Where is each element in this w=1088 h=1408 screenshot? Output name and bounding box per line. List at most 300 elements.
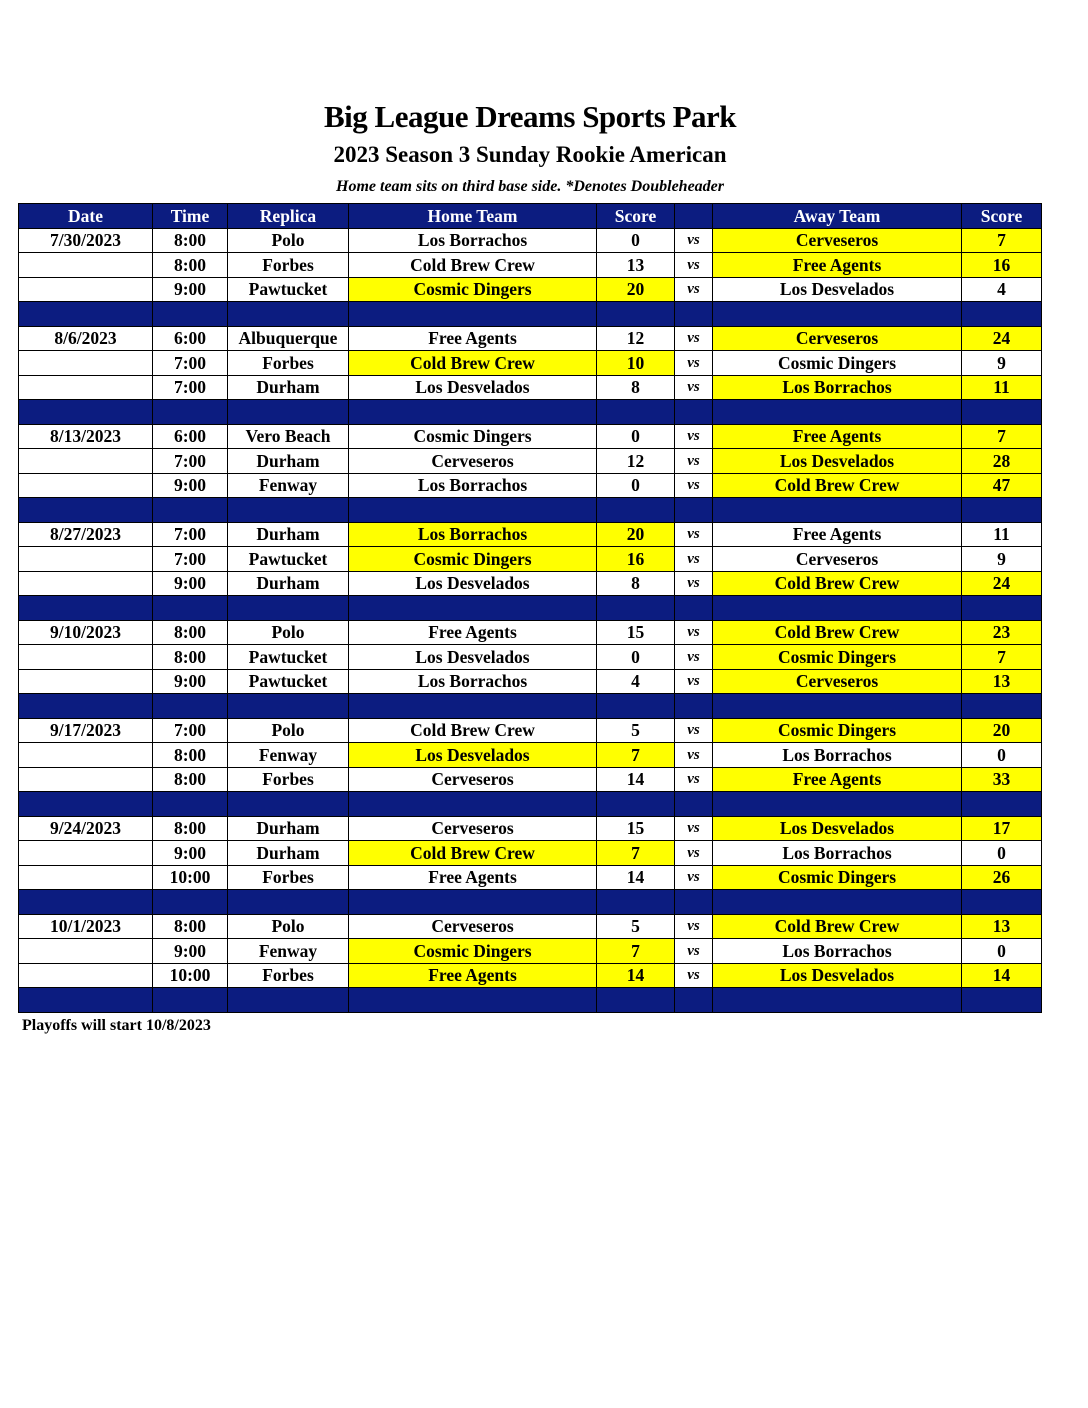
- away-team-cell: Cosmic Dingers: [713, 351, 962, 376]
- separator-cell: [19, 792, 153, 817]
- home-score-cell: 7: [597, 939, 675, 964]
- separator-cell: [962, 596, 1042, 621]
- game-row: [19, 914, 1042, 939]
- home-score-cell: 7: [597, 841, 675, 866]
- away-score-cell: 17: [962, 816, 1042, 841]
- week-separator-row: [19, 792, 1042, 817]
- separator-cell: [19, 694, 153, 719]
- home-team-cell: Los Borrachos: [349, 669, 597, 694]
- separator-cell: [153, 890, 228, 915]
- separator-cell: [713, 792, 962, 817]
- date-cell: [19, 841, 153, 866]
- home-team-cell: Cold Brew Crew: [349, 253, 597, 278]
- col-header-home-score: Score: [597, 204, 675, 229]
- away-score-cell: 7: [962, 228, 1042, 253]
- separator-cell: [713, 596, 962, 621]
- home-score-cell: 8: [597, 571, 675, 596]
- home-team-cell: Los Borrachos: [349, 473, 597, 498]
- away-team-cell: Los Desvelados: [713, 963, 962, 988]
- away-team-cell: Cerveseros: [713, 547, 962, 572]
- home-team-cell: Cold Brew Crew: [349, 718, 597, 743]
- home-score-cell: 12: [597, 326, 675, 351]
- time-cell: 9:00: [153, 841, 228, 866]
- separator-cell: [349, 498, 597, 523]
- home-score-cell: 5: [597, 914, 675, 939]
- date-cell: 10/1/2023: [19, 914, 153, 939]
- vs-cell: vs: [675, 571, 713, 596]
- game-row: [19, 767, 1042, 792]
- replica-cell: Polo: [228, 228, 349, 253]
- away-team-cell: Cerveseros: [713, 669, 962, 694]
- separator-cell: [19, 400, 153, 425]
- away-team-cell: Los Desvelados: [713, 277, 962, 302]
- date-cell: 8/13/2023: [19, 424, 153, 449]
- away-team-cell: Free Agents: [713, 767, 962, 792]
- separator-cell: [19, 302, 153, 327]
- away-score-cell: 0: [962, 939, 1042, 964]
- game-row: [19, 620, 1042, 645]
- away-team-cell: Cold Brew Crew: [713, 473, 962, 498]
- doubleheader-note: Home team sits on third base side. *Denotes Doubleheader: [336, 178, 724, 195]
- home-team-cell: Los Desvelados: [349, 743, 597, 768]
- separator-cell: [597, 302, 675, 327]
- home-team-cell: Cold Brew Crew: [349, 841, 597, 866]
- vs-cell: vs: [675, 228, 713, 253]
- away-team-cell: Cold Brew Crew: [713, 571, 962, 596]
- separator-cell: [713, 988, 962, 1013]
- time-cell: 6:00: [153, 424, 228, 449]
- date-cell: [19, 939, 153, 964]
- away-score-cell: 20: [962, 718, 1042, 743]
- game-row: [19, 351, 1042, 376]
- date-cell: [19, 277, 153, 302]
- home-team-cell: Cerveseros: [349, 449, 597, 474]
- date-cell: 8/27/2023: [19, 522, 153, 547]
- away-team-cell: Cosmic Dingers: [713, 865, 962, 890]
- date-cell: [19, 645, 153, 670]
- time-cell: 8:00: [153, 645, 228, 670]
- time-cell: 8:00: [153, 743, 228, 768]
- home-score-cell: 20: [597, 277, 675, 302]
- game-row: [19, 547, 1042, 572]
- home-score-cell: 0: [597, 645, 675, 670]
- vs-cell: vs: [675, 939, 713, 964]
- separator-cell: [153, 792, 228, 817]
- replica-cell: Fenway: [228, 473, 349, 498]
- time-cell: 9:00: [153, 571, 228, 596]
- separator-cell: [962, 302, 1042, 327]
- vs-cell: vs: [675, 620, 713, 645]
- week-separator-row: [19, 596, 1042, 621]
- replica-cell: Pawtucket: [228, 669, 349, 694]
- away-score-cell: 0: [962, 743, 1042, 768]
- week-separator-row: [19, 694, 1042, 719]
- home-score-cell: 5: [597, 718, 675, 743]
- separator-cell: [228, 596, 349, 621]
- game-row: [19, 473, 1042, 498]
- home-team-cell: Free Agents: [349, 865, 597, 890]
- separator-cell: [962, 890, 1042, 915]
- col-header-away-team: Away Team: [713, 204, 962, 229]
- vs-cell: vs: [675, 718, 713, 743]
- game-row: [19, 375, 1042, 400]
- vs-cell: vs: [675, 547, 713, 572]
- away-team-cell: Free Agents: [713, 424, 962, 449]
- away-team-cell: Los Borrachos: [713, 375, 962, 400]
- game-row: [19, 228, 1042, 253]
- separator-cell: [228, 792, 349, 817]
- vs-cell: vs: [675, 375, 713, 400]
- separator-cell: [713, 694, 962, 719]
- home-team-cell: Cosmic Dingers: [349, 424, 597, 449]
- away-score-cell: 16: [962, 253, 1042, 278]
- date-cell: [19, 743, 153, 768]
- replica-cell: Forbes: [228, 865, 349, 890]
- separator-cell: [153, 988, 228, 1013]
- home-score-cell: 14: [597, 963, 675, 988]
- replica-cell: Durham: [228, 449, 349, 474]
- away-score-cell: 11: [962, 375, 1042, 400]
- separator-cell: [713, 302, 962, 327]
- time-cell: 9:00: [153, 473, 228, 498]
- date-cell: 9/24/2023: [19, 816, 153, 841]
- separator-cell: [153, 694, 228, 719]
- separator-cell: [228, 694, 349, 719]
- replica-cell: Fenway: [228, 743, 349, 768]
- separator-cell: [349, 988, 597, 1013]
- home-score-cell: 14: [597, 767, 675, 792]
- separator-cell: [675, 988, 713, 1013]
- time-cell: 9:00: [153, 669, 228, 694]
- home-score-cell: 0: [597, 473, 675, 498]
- away-score-cell: 0: [962, 841, 1042, 866]
- vs-cell: vs: [675, 645, 713, 670]
- col-header-date: Date: [19, 204, 153, 229]
- away-score-cell: 33: [962, 767, 1042, 792]
- separator-cell: [19, 890, 153, 915]
- vs-cell: vs: [675, 767, 713, 792]
- home-score-cell: 16: [597, 547, 675, 572]
- replica-cell: Durham: [228, 571, 349, 596]
- away-score-cell: 11: [962, 522, 1042, 547]
- game-row: [19, 865, 1042, 890]
- away-score-cell: 24: [962, 326, 1042, 351]
- time-cell: 8:00: [153, 228, 228, 253]
- replica-cell: Forbes: [228, 253, 349, 278]
- game-row: [19, 277, 1042, 302]
- replica-cell: Vero Beach: [228, 424, 349, 449]
- vs-cell: vs: [675, 277, 713, 302]
- replica-cell: Durham: [228, 375, 349, 400]
- time-cell: 8:00: [153, 767, 228, 792]
- away-score-cell: 4: [962, 277, 1042, 302]
- separator-cell: [713, 498, 962, 523]
- date-cell: 9/17/2023: [19, 718, 153, 743]
- separator-cell: [713, 890, 962, 915]
- home-score-cell: 14: [597, 865, 675, 890]
- game-row: [19, 424, 1042, 449]
- game-row: [19, 253, 1042, 278]
- away-team-cell: Los Borrachos: [713, 841, 962, 866]
- away-score-cell: 14: [962, 963, 1042, 988]
- separator-cell: [675, 792, 713, 817]
- replica-cell: Durham: [228, 522, 349, 547]
- time-cell: 10:00: [153, 963, 228, 988]
- date-cell: 8/6/2023: [19, 326, 153, 351]
- away-score-cell: 28: [962, 449, 1042, 474]
- separator-cell: [675, 596, 713, 621]
- home-score-cell: 20: [597, 522, 675, 547]
- home-team-cell: Los Borrachos: [349, 228, 597, 253]
- date-cell: [19, 767, 153, 792]
- away-score-cell: 13: [962, 914, 1042, 939]
- playoffs-note: Playoffs will start 10/8/2023: [22, 1017, 211, 1034]
- vs-cell: vs: [675, 326, 713, 351]
- separator-cell: [597, 988, 675, 1013]
- away-score-cell: 26: [962, 865, 1042, 890]
- replica-cell: Pawtucket: [228, 277, 349, 302]
- time-cell: 7:00: [153, 375, 228, 400]
- away-score-cell: 7: [962, 424, 1042, 449]
- time-cell: 8:00: [153, 816, 228, 841]
- away-team-cell: Los Desvelados: [713, 449, 962, 474]
- home-score-cell: 15: [597, 620, 675, 645]
- separator-cell: [597, 498, 675, 523]
- separator-cell: [713, 400, 962, 425]
- separator-cell: [228, 302, 349, 327]
- date-cell: [19, 473, 153, 498]
- vs-cell: vs: [675, 963, 713, 988]
- game-row: [19, 743, 1042, 768]
- col-header-replica: Replica: [228, 204, 349, 229]
- home-score-cell: 13: [597, 253, 675, 278]
- col-header-vs: [675, 204, 713, 229]
- game-row: [19, 816, 1042, 841]
- separator-cell: [349, 302, 597, 327]
- home-score-cell: 0: [597, 424, 675, 449]
- away-score-cell: 47: [962, 473, 1042, 498]
- replica-cell: Polo: [228, 620, 349, 645]
- vs-cell: vs: [675, 253, 713, 278]
- separator-cell: [597, 400, 675, 425]
- separator-cell: [962, 400, 1042, 425]
- separator-cell: [675, 400, 713, 425]
- game-row: [19, 669, 1042, 694]
- vs-cell: vs: [675, 351, 713, 376]
- home-score-cell: 7: [597, 743, 675, 768]
- separator-cell: [228, 988, 349, 1013]
- home-score-cell: 10: [597, 351, 675, 376]
- home-team-cell: Los Borrachos: [349, 522, 597, 547]
- separator-cell: [228, 498, 349, 523]
- home-team-cell: Cerveseros: [349, 816, 597, 841]
- away-team-cell: Los Borrachos: [713, 743, 962, 768]
- game-row: [19, 718, 1042, 743]
- separator-cell: [19, 596, 153, 621]
- vs-cell: vs: [675, 816, 713, 841]
- date-cell: [19, 865, 153, 890]
- away-score-cell: 23: [962, 620, 1042, 645]
- vs-cell: vs: [675, 743, 713, 768]
- away-team-cell: Cerveseros: [713, 326, 962, 351]
- away-team-cell: Cold Brew Crew: [713, 620, 962, 645]
- separator-cell: [349, 792, 597, 817]
- schedule-table: [18, 203, 1042, 1013]
- replica-cell: Pawtucket: [228, 645, 349, 670]
- home-score-cell: 15: [597, 816, 675, 841]
- separator-cell: [19, 988, 153, 1013]
- home-score-cell: 12: [597, 449, 675, 474]
- date-cell: [19, 351, 153, 376]
- game-row: [19, 522, 1042, 547]
- date-cell: [19, 449, 153, 474]
- time-cell: 8:00: [153, 914, 228, 939]
- time-cell: 8:00: [153, 253, 228, 278]
- away-team-cell: Cosmic Dingers: [713, 645, 962, 670]
- game-row: [19, 571, 1042, 596]
- separator-cell: [962, 694, 1042, 719]
- replica-cell: Polo: [228, 914, 349, 939]
- date-cell: 9/10/2023: [19, 620, 153, 645]
- home-team-cell: Los Desvelados: [349, 571, 597, 596]
- away-team-cell: Free Agents: [713, 522, 962, 547]
- home-score-cell: 4: [597, 669, 675, 694]
- away-team-cell: Free Agents: [713, 253, 962, 278]
- separator-cell: [597, 596, 675, 621]
- date-cell: [19, 253, 153, 278]
- separator-cell: [153, 596, 228, 621]
- home-team-cell: Cerveseros: [349, 767, 597, 792]
- date-cell: [19, 669, 153, 694]
- time-cell: 8:00: [153, 620, 228, 645]
- time-cell: 7:00: [153, 547, 228, 572]
- separator-cell: [597, 694, 675, 719]
- page-subtitle: 2023 Season 3 Sunday Rookie American: [333, 142, 727, 167]
- separator-cell: [349, 694, 597, 719]
- game-row: [19, 449, 1042, 474]
- separator-cell: [597, 792, 675, 817]
- game-row: [19, 939, 1042, 964]
- away-score-cell: 7: [962, 645, 1042, 670]
- vs-cell: vs: [675, 522, 713, 547]
- home-team-cell: Los Desvelados: [349, 375, 597, 400]
- home-score-cell: 8: [597, 375, 675, 400]
- replica-cell: Albuquerque: [228, 326, 349, 351]
- away-score-cell: 9: [962, 547, 1042, 572]
- home-team-cell: Cerveseros: [349, 914, 597, 939]
- col-header-home-team: Home Team: [349, 204, 597, 229]
- time-cell: 9:00: [153, 277, 228, 302]
- separator-cell: [597, 890, 675, 915]
- vs-cell: vs: [675, 449, 713, 474]
- home-team-cell: Los Desvelados: [349, 645, 597, 670]
- separator-cell: [349, 596, 597, 621]
- replica-cell: Pawtucket: [228, 547, 349, 572]
- separator-cell: [962, 498, 1042, 523]
- week-separator-row: [19, 400, 1042, 425]
- week-separator-row: [19, 890, 1042, 915]
- vs-cell: vs: [675, 424, 713, 449]
- time-cell: 7:00: [153, 718, 228, 743]
- time-cell: 9:00: [153, 939, 228, 964]
- separator-cell: [962, 988, 1042, 1013]
- away-team-cell: Los Desvelados: [713, 816, 962, 841]
- time-cell: 7:00: [153, 351, 228, 376]
- week-separator-row: [19, 302, 1042, 327]
- replica-cell: Forbes: [228, 963, 349, 988]
- separator-cell: [962, 792, 1042, 817]
- date-cell: 7/30/2023: [19, 228, 153, 253]
- replica-cell: Forbes: [228, 351, 349, 376]
- time-cell: 6:00: [153, 326, 228, 351]
- away-team-cell: Cosmic Dingers: [713, 718, 962, 743]
- game-row: [19, 841, 1042, 866]
- separator-cell: [675, 694, 713, 719]
- home-team-cell: Cosmic Dingers: [349, 547, 597, 572]
- home-team-cell: Cold Brew Crew: [349, 351, 597, 376]
- game-row: [19, 326, 1042, 351]
- home-score-cell: 0: [597, 228, 675, 253]
- separator-cell: [675, 302, 713, 327]
- away-team-cell: Los Borrachos: [713, 939, 962, 964]
- replica-cell: Durham: [228, 816, 349, 841]
- separator-cell: [349, 400, 597, 425]
- vs-cell: vs: [675, 841, 713, 866]
- away-team-cell: Cold Brew Crew: [713, 914, 962, 939]
- separator-cell: [19, 498, 153, 523]
- time-cell: 7:00: [153, 449, 228, 474]
- home-team-cell: Cosmic Dingers: [349, 277, 597, 302]
- away-team-cell: Cerveseros: [713, 228, 962, 253]
- date-cell: [19, 547, 153, 572]
- separator-cell: [153, 400, 228, 425]
- replica-cell: Durham: [228, 841, 349, 866]
- col-header-time: Time: [153, 204, 228, 229]
- header-row: [19, 204, 1042, 229]
- replica-cell: Fenway: [228, 939, 349, 964]
- separator-cell: [349, 890, 597, 915]
- separator-cell: [153, 498, 228, 523]
- game-row: [19, 645, 1042, 670]
- separator-cell: [675, 498, 713, 523]
- away-score-cell: 9: [962, 351, 1042, 376]
- game-row: [19, 963, 1042, 988]
- separator-cell: [228, 400, 349, 425]
- replica-cell: Polo: [228, 718, 349, 743]
- date-cell: [19, 375, 153, 400]
- time-cell: 7:00: [153, 522, 228, 547]
- date-cell: [19, 963, 153, 988]
- vs-cell: vs: [675, 914, 713, 939]
- separator-cell: [228, 890, 349, 915]
- home-team-cell: Cosmic Dingers: [349, 939, 597, 964]
- week-separator-row: [19, 498, 1042, 523]
- away-score-cell: 24: [962, 571, 1042, 596]
- schedule-body: [19, 228, 1042, 1012]
- week-separator-row: [19, 988, 1042, 1013]
- home-team-cell: Free Agents: [349, 326, 597, 351]
- home-team-cell: Free Agents: [349, 620, 597, 645]
- vs-cell: vs: [675, 669, 713, 694]
- separator-cell: [153, 302, 228, 327]
- vs-cell: vs: [675, 865, 713, 890]
- separator-cell: [675, 890, 713, 915]
- time-cell: 10:00: [153, 865, 228, 890]
- home-team-cell: Free Agents: [349, 963, 597, 988]
- page-title: Big League Dreams Sports Park: [323, 99, 737, 134]
- col-header-away-score: Score: [962, 204, 1042, 229]
- away-score-cell: 13: [962, 669, 1042, 694]
